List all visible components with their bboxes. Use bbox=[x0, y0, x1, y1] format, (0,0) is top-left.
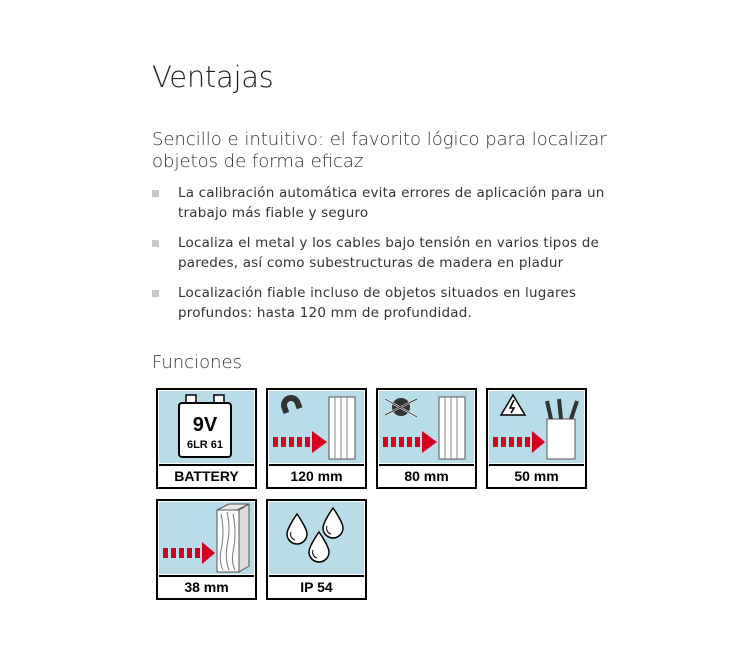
benefit-text: Localización fiable incluso de objetos situados en lugares profundos: hasta 120 mm de profundidad. bbox=[178, 285, 577, 321]
list-item bbox=[152, 183, 612, 223]
function-tile-battery bbox=[156, 388, 257, 489]
battery-icon bbox=[159, 391, 254, 463]
functions-title: Funciones bbox=[152, 352, 242, 373]
list-item bbox=[152, 283, 612, 323]
function-label: 120 mm bbox=[269, 464, 364, 486]
bullet-icon bbox=[152, 190, 159, 197]
wood-depth-icon bbox=[159, 502, 254, 574]
function-tile-120mm bbox=[266, 388, 367, 489]
magnet-metal-depth-icon bbox=[269, 391, 364, 463]
function-label: 50 mm bbox=[489, 464, 584, 486]
bullet-icon bbox=[152, 240, 159, 247]
page-title: Ventajas bbox=[152, 60, 274, 94]
benefit-text: La calibración automática evita errores de aplicación para un trabajo más fiable y seguro bbox=[178, 185, 605, 221]
benefit-text: Localiza el metal y los cables bajo tensión en varios tipos de paredes, así como subestructuras de madera en pladur bbox=[178, 235, 600, 271]
battery-type: 6LR 61 bbox=[186, 439, 224, 451]
function-label: IP 54 bbox=[269, 575, 364, 597]
function-label: BATTERY bbox=[159, 464, 254, 486]
battery-voltage: 9V bbox=[192, 414, 218, 436]
bullet-icon bbox=[152, 290, 159, 297]
non-ferrous-metal-depth-icon bbox=[379, 391, 474, 463]
function-label: 38 mm bbox=[159, 575, 254, 597]
function-tile-38mm bbox=[156, 499, 257, 600]
function-tile-50mm bbox=[486, 388, 587, 489]
live-cable-depth-icon bbox=[489, 391, 584, 463]
water-drops-icon bbox=[269, 502, 364, 574]
function-tile-80mm bbox=[376, 388, 477, 489]
function-tile-ip54 bbox=[266, 499, 367, 600]
list-item bbox=[152, 233, 612, 273]
advantages-subtitle: Sencillo e intuitivo: el favorito lógico para localizar objetos de forma eficaz bbox=[152, 129, 607, 172]
benefits-list bbox=[152, 183, 612, 333]
function-label: 80 mm bbox=[379, 464, 474, 486]
